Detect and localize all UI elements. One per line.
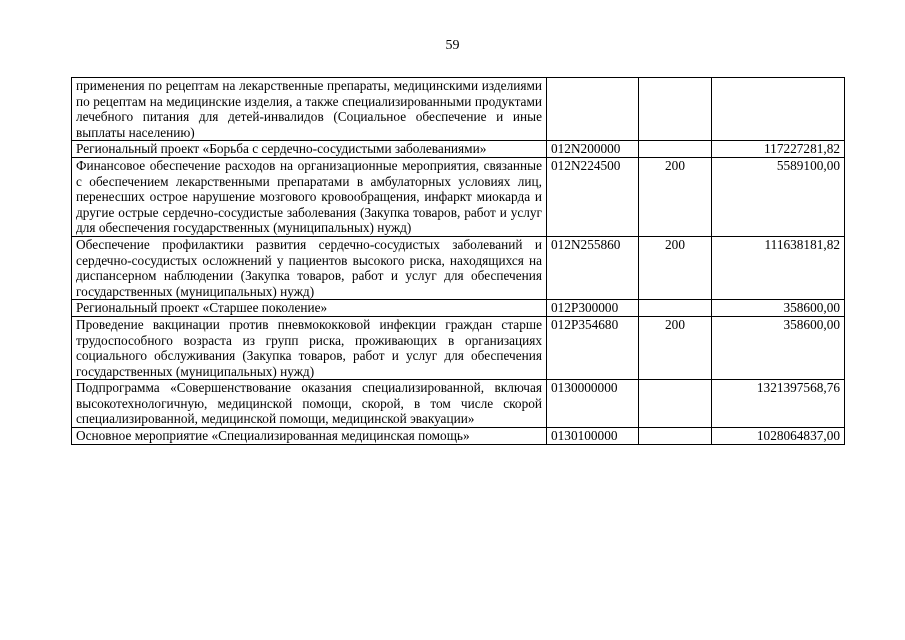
row-type-cell: 200 (639, 316, 712, 379)
row-name-cell: Региональный проект «Старшее поколение» (72, 300, 547, 317)
row-code-cell: 0130000000 (547, 380, 639, 428)
table-row (72, 157, 845, 236)
row-code-cell: 012P354680 (547, 316, 639, 379)
table-row (72, 78, 845, 141)
table-row (72, 380, 845, 428)
row-sum-cell: 117227281,82 (712, 141, 845, 158)
row-sum-cell (712, 78, 845, 141)
table-row (72, 316, 845, 379)
row-code-cell (547, 78, 639, 141)
row-sum-cell: 358600,00 (712, 316, 845, 379)
table-row (72, 300, 845, 317)
table-row (72, 428, 845, 445)
row-type-cell (639, 300, 712, 317)
table-row (72, 236, 845, 299)
row-name-cell: Основное мероприятие «Специализированная медицинская помощь» (72, 428, 547, 445)
row-sum-cell: 358600,00 (712, 300, 845, 317)
row-name-cell: Региональный проект «Борьба с сердечно-сосудистыми заболеваниями» (72, 141, 547, 158)
page-number: 59 (445, 38, 460, 53)
row-code-cell: 012P300000 (547, 300, 639, 317)
budget-table (71, 77, 845, 445)
row-name-cell: применения по рецептам на лекарственные препараты, медицинскими изделиями по рецептам на медицинские изделия, а также специализированными продуктами лечебного питания для детей-инвалидов (Социальное обеспечение и иные выплаты населению) (72, 78, 547, 141)
row-sum-cell: 1321397568,76 (712, 380, 845, 428)
table-row (72, 141, 845, 158)
row-type-cell: 200 (639, 157, 712, 236)
row-sum-cell: 111638181,82 (712, 236, 845, 299)
row-name-cell: Подпрограмма «Совершенствование оказания специализированной, включая высокотехнологичную, медицинской помощи, скорой, в том числе скорой специализированной, медицинской помощи, медицинской эвакуации» (72, 380, 547, 428)
row-code-cell: 012N255860 (547, 236, 639, 299)
row-sum-cell: 1028064837,00 (712, 428, 845, 445)
row-type-cell (639, 141, 712, 158)
row-code-cell: 012N200000 (547, 141, 639, 158)
row-name-cell: Проведение вакцинации против пневмококковой инфекции граждан старше трудоспособного возраста из групп риска, проживающих в организациях социального обслуживания (Закупка товаров, работ и услуг для обеспечения государственных (муниципальных) нужд) (72, 316, 547, 379)
row-code-cell: 0130100000 (547, 428, 639, 445)
row-type-cell (639, 78, 712, 141)
row-code-cell: 012N224500 (547, 157, 639, 236)
row-type-cell (639, 380, 712, 428)
row-sum-cell: 5589100,00 (712, 157, 845, 236)
row-type-cell: 200 (639, 236, 712, 299)
row-type-cell (639, 428, 712, 445)
row-name-cell: Обеспечение профилактики развития сердечно-сосудистых заболеваний и сердечно-сосудистых осложнений у пациентов высокого риска, находящихся на диспансерном наблюдении (Закупка товаров, работ и услуг для обеспечения государственных (муниципальных) нужд) (72, 236, 547, 299)
row-name-cell: Финансовое обеспечение расходов на организационные мероприятия, связанные с обеспечением лекарственными препаратами в амбулаторных условиях лиц, перенесших острое нарушение мозгового кровообращения, инфаркт миокарда и другие острые сердечно-сосудистые заболевания (Закупка товаров, работ и услуг для обеспечения государственных (муниципальных) нужд) (72, 157, 547, 236)
